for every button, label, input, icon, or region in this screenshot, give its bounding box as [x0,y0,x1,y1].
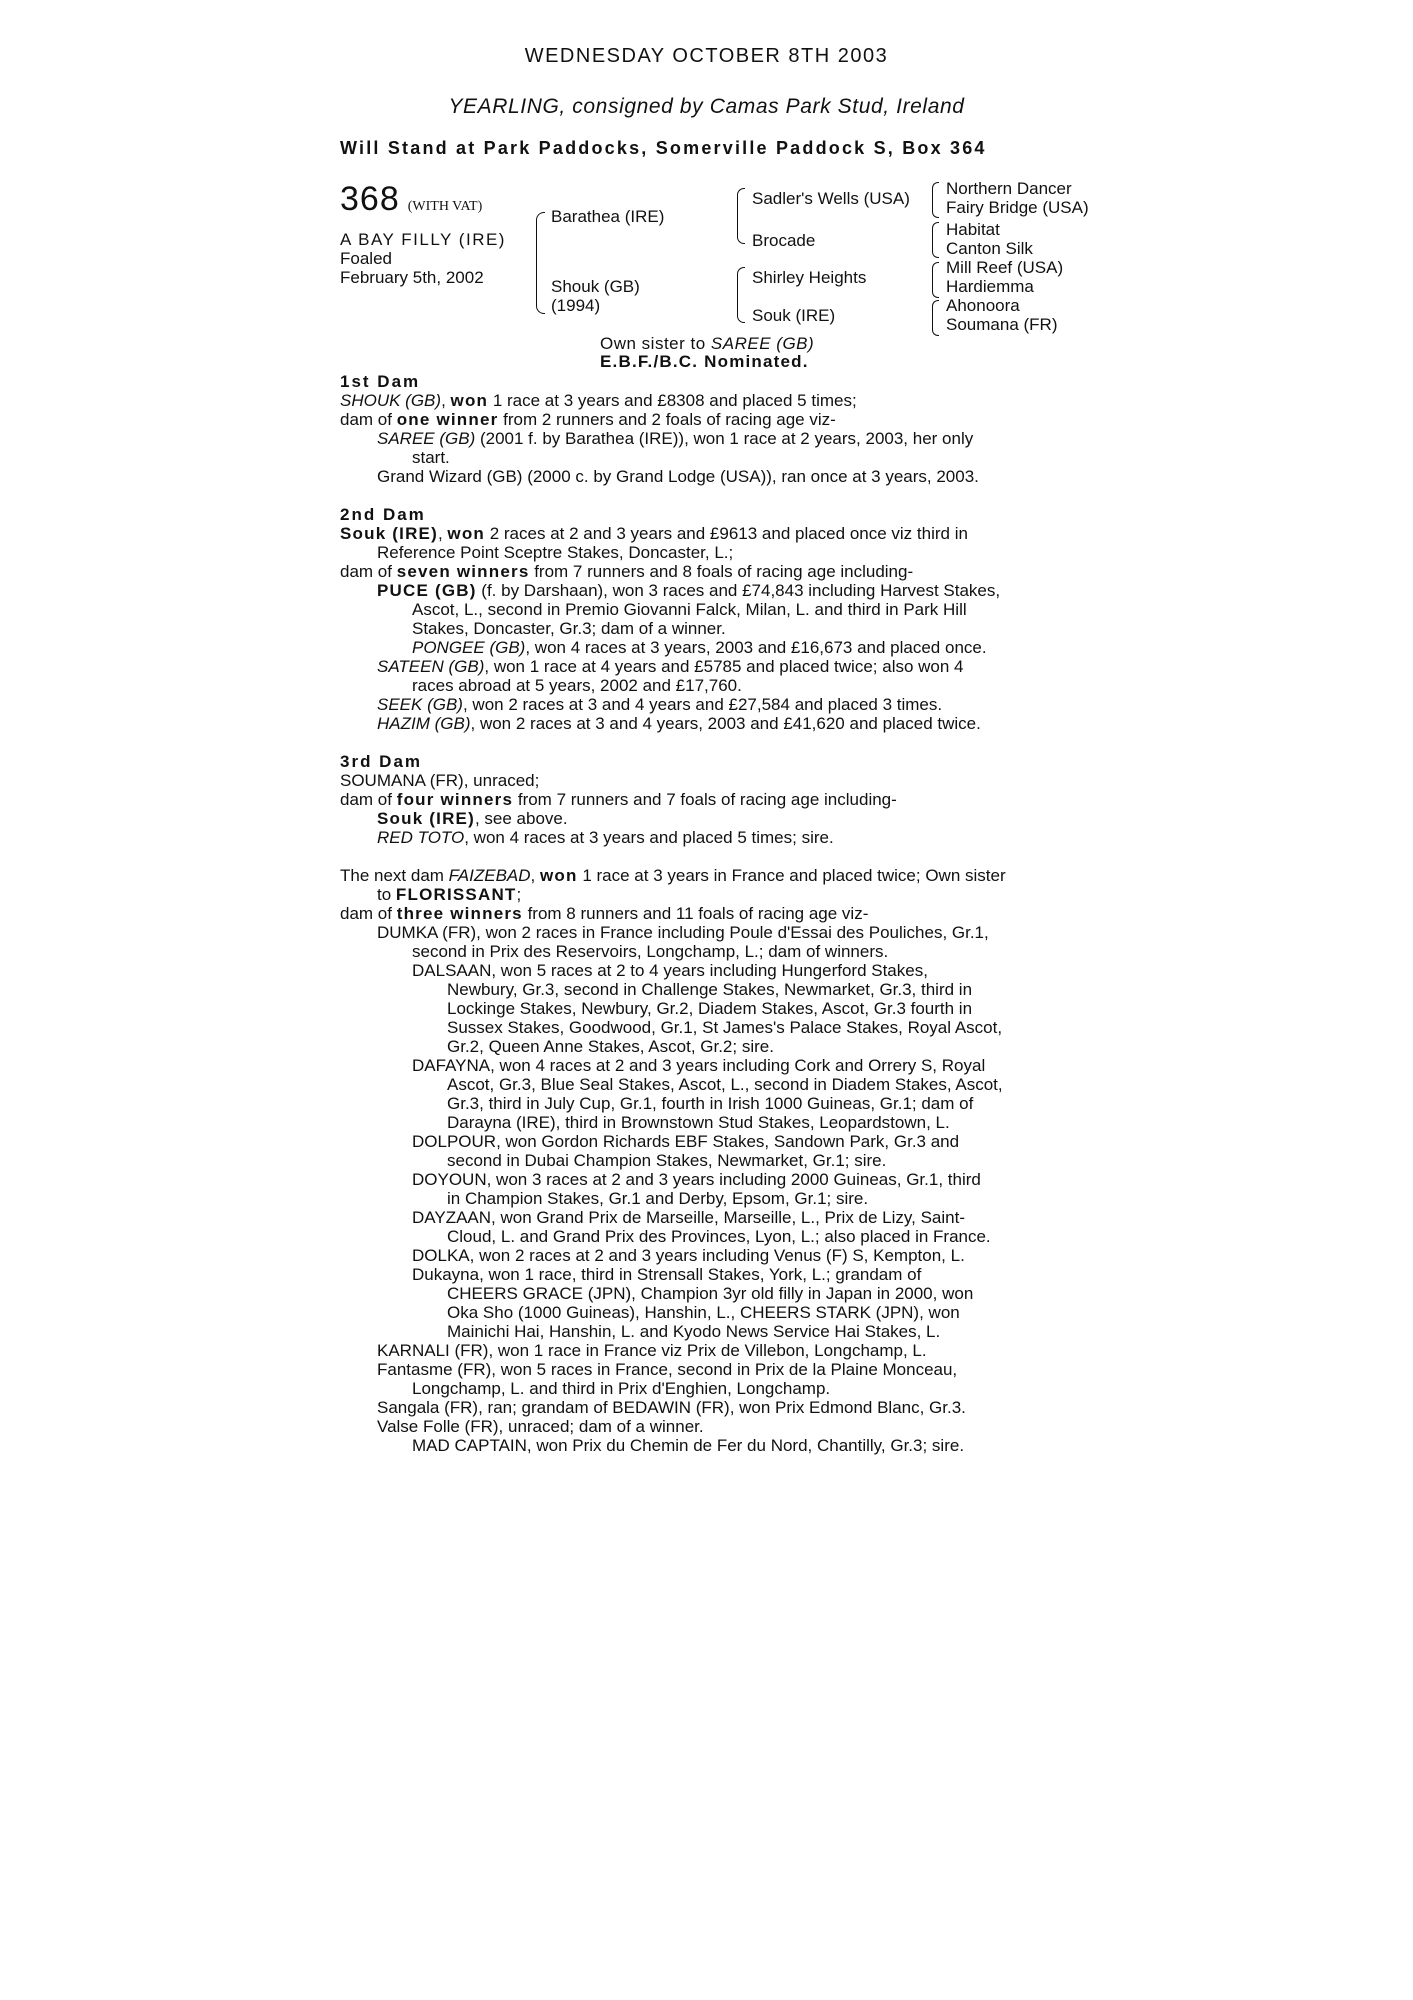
second-dam-line: SEEK (GB), won 2 races at 3 and 4 years and £27,584 and placed 3 times. [377,695,943,714]
dam: Shouk (GB) [551,277,640,296]
produce-line: Oka Sho (1000 Guineas), Hanshin, L., CHEERS STARK (JPN), won [447,1303,960,1322]
first-dam-heading: 1st Dam [340,372,421,391]
produce-line: DAFAYNA, won 4 races at 2 and 3 years including Cork and Orrery S, Royal [412,1056,986,1075]
pedigree-brace [932,222,939,258]
nomination-note: E.B.F./B.C. Nominated. [600,352,809,371]
sire: Barathea (IRE) [551,207,665,226]
lot-description: A BAY FILLY (IRE) [340,230,506,249]
produce-line: DOLPOUR, won Gordon Richards EBF Stakes, Sandown Park, Gr.3 and [412,1132,960,1151]
produce-line: Darayna (IRE), third in Brownstown Stud Stakes, Leopardstown, L. [447,1113,950,1132]
produce-line: Sangala (FR), ran; grandam of BEDAWIN (FR), won Prix Edmond Blanc, Gr.3. [377,1398,966,1417]
first-dam-line: start. [412,448,450,467]
consignment-line: YEARLING, consigned by Camas Park Stud, Ireland [448,95,965,118]
produce-line: KARNALI (FR), won 1 race in France viz Prix de Villebon, Longchamp, L. [377,1341,927,1360]
second-dam-line: Ascot, L., second in Premio Giovanni Falck, Milan, L. and third in Park Hill [412,600,967,619]
dam-dam: Souk (IRE) [752,306,836,325]
third-dam-line: SOUMANA (FR), unraced; [340,771,540,790]
produce-line: Newbury, Gr.3, second in Challenge Stakes, Newmarket, Gr.3, third in [447,980,973,999]
second-dam-line: PUCE (GB) (f. by Darshaan), won 3 races and £74,843 including Harvest Stakes, [377,581,1001,600]
pedigree-brace [536,212,545,314]
next-dam-line: dam of three winners from 8 runners and 11 foals of racing age viz- [340,904,869,923]
own-sister-note: Own sister to SAREE (GB) [600,334,815,353]
pedigree-brace [932,182,939,218]
gg-sire-4: Ahonoora [946,296,1020,315]
sale-date: WEDNESDAY OCTOBER 8TH 2003 [524,45,889,67]
produce-line: Lockinge Stakes, Newbury, Gr.2, Diadem Stakes, Ascot, Gr.3 fourth in [447,999,973,1018]
first-dam-line: SHOUK (GB), won 1 race at 3 years and £8308 and placed 5 times; [340,391,857,410]
pedigree-brace [932,262,939,298]
gg-dam-2: Canton Silk [946,239,1033,258]
produce-line: Longchamp, L. and third in Prix d'Enghien, Longchamp. [412,1379,831,1398]
pedigree-brace [737,267,745,323]
produce-line: MAD CAPTAIN, won Prix du Chemin de Fer du Nord, Chantilly, Gr.3; sire. [412,1436,965,1455]
produce-line: DOYOUN, won 3 races at 2 and 3 years including 2000 Guineas, Gr.1, third [412,1170,981,1189]
gg-sire-1: Northern Dancer [946,179,1072,198]
produce-line: DALSAAN, won 5 races at 2 to 4 years including Hungerford Stakes, [412,961,928,980]
sire-dam: Brocade [752,231,816,250]
first-dam-line: SAREE (GB) (2001 f. by Barathea (IRE)), won 1 race at 2 years, 2003, her only [377,429,974,448]
produce-line: second in Prix des Reservoirs, Longchamp, L.; dam of winners. [412,942,889,961]
dam-sire: Shirley Heights [752,268,867,287]
gg-dam-3: Hardiemma [946,277,1034,296]
second-dam-line: Souk (IRE), won 2 races at 2 and 3 years and £9613 and placed once viz third in [340,524,968,543]
produce-line: second in Dubai Champion Stakes, Newmarket, Gr.1; sire. [447,1151,887,1170]
lot-number: 368 [340,180,400,218]
vat-note: (WITH VAT) [407,199,483,214]
produce-line: CHEERS GRACE (JPN), Champion 3yr old filly in Japan in 2000, won [447,1284,974,1303]
dam-year: (1994) [551,296,601,315]
gg-sire-3: Mill Reef (USA) [946,258,1064,277]
gg-sire-2: Habitat [946,220,1000,239]
second-dam-line: SATEEN (GB), won 1 race at 4 years and £5785 and placed twice; also won 4 [377,657,964,676]
second-dam-heading: 2nd Dam [340,505,426,524]
produce-line: Dukayna, won 1 race, third in Strensall Stakes, York, L.; grandam of [412,1265,922,1284]
foaled-label: Foaled [340,249,392,268]
pedigree-brace [932,300,939,336]
produce-line: DUMKA (FR), won 2 races in France including Poule d'Essai des Pouliches, Gr.1, [377,923,989,942]
pedigree-brace [737,188,745,244]
first-dam-line: Grand Wizard (GB) (2000 c. by Grand Lodge (USA)), ran once at 3 years, 2003. [377,467,979,486]
produce-line: in Champion Stakes, Gr.1 and Derby, Epsom, Gr.1; sire. [447,1189,869,1208]
gg-dam-4: Soumana (FR) [946,315,1058,334]
produce-line: Sussex Stakes, Goodwood, Gr.1, St James's Palace Stakes, Royal Ascot, [447,1018,1003,1037]
produce-line: Mainichi Hai, Hanshin, L. and Kyodo News Service Hai Stakes, L. [447,1322,941,1341]
stand-location: Will Stand at Park Paddocks, Somerville Paddock S, Box 364 [340,138,987,158]
sire-sire: Sadler's Wells (USA) [752,189,910,208]
produce-line: Gr.2, Queen Anne Stakes, Ascot, Gr.2; sire. [447,1037,774,1056]
produce-line: Gr.3, third in July Cup, Gr.1, fourth in Irish 1000 Guineas, Gr.1; dam of [447,1094,974,1113]
gg-dam-1: Fairy Bridge (USA) [946,198,1089,217]
produce-line: Cloud, L. and Grand Prix des Provinces, Lyon, L.; also placed in France. [447,1227,991,1246]
produce-line: Ascot, Gr.3, Blue Seal Stakes, Ascot, L., second in Diadem Stakes, Ascot, [447,1075,1003,1094]
first-dam-line: dam of one winner from 2 runners and 2 foals of racing age viz- [340,410,836,429]
second-dam-line: HAZIM (GB), won 2 races at 3 and 4 years, 2003 and £41,620 and placed twice. [377,714,981,733]
second-dam-line: PONGEE (GB), won 4 races at 3 years, 2003 and £16,673 and placed once. [412,638,987,657]
third-dam-line: Souk (IRE), see above. [377,809,568,828]
second-dam-line: dam of seven winners from 7 runners and 8 foals of racing age including- [340,562,914,581]
next-dam-line: to FLORISSANT; [377,885,522,904]
second-dam-line: Stakes, Doncaster, Gr.3; dam of a winner. [412,619,726,638]
lot-number-block [340,180,482,219]
foaled-date: February 5th, 2002 [340,268,484,287]
third-dam-heading: 3rd Dam [340,752,423,771]
third-dam-line: RED TOTO, won 4 races at 3 years and placed 5 times; sire. [377,828,834,847]
produce-line: Fantasme (FR), won 5 races in France, second in Prix de la Plaine Monceau, [377,1360,958,1379]
second-dam-line: races abroad at 5 years, 2002 and £17,760. [412,676,742,695]
produce-line: DOLKA, won 2 races at 2 and 3 years including Venus (F) S, Kempton, L. [412,1246,965,1265]
second-dam-line: Reference Point Sceptre Stakes, Doncaster, L.; [377,543,734,562]
next-dam-line: The next dam FAIZEBAD, won 1 race at 3 years in France and placed twice; Own sister [340,866,1006,885]
third-dam-line: dam of four winners from 7 runners and 7 foals of racing age including- [340,790,897,809]
produce-line: DAYZAAN, won Grand Prix de Marseille, Marseille, L., Prix de Lizy, Saint- [412,1208,965,1227]
produce-line: Valse Folle (FR), unraced; dam of a winner. [377,1417,704,1436]
